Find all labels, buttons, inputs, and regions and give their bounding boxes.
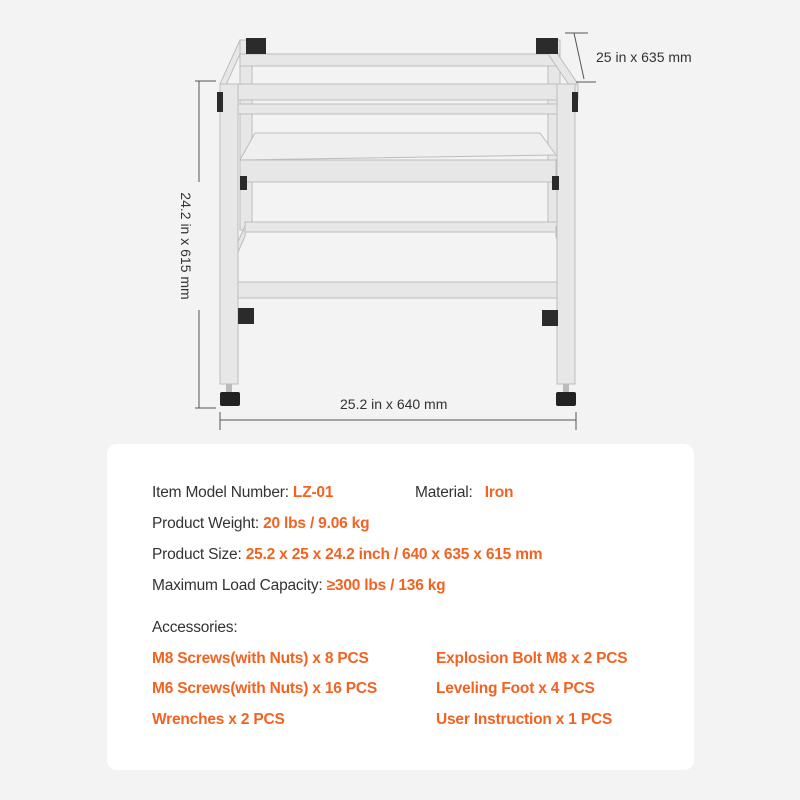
accessory-item: User Instruction x 1 PCS [436, 711, 613, 728]
accessories-title: Accessories: [152, 619, 238, 636]
accessory-item: Wrenches x 2 PCS [152, 711, 285, 728]
load-value: ≥300 lbs / 136 kg [326, 577, 446, 594]
load-label: Maximum Load Capacity: [152, 577, 323, 594]
depth-dimension-label: 25 in x 635 mm [596, 49, 692, 65]
weight-value: 20 lbs / 9.06 kg [263, 515, 370, 532]
size-label: Product Size: [152, 546, 242, 563]
height-dimension-label: 24.2 in x 615 mm [178, 192, 194, 300]
model-value: LZ-01 [292, 484, 334, 501]
size-row [152, 546, 542, 564]
washer-stand-frame [220, 40, 578, 384]
model-label: Item Model Number: [152, 484, 289, 501]
material-row [415, 484, 513, 502]
accessory-item: Leveling Foot x 4 PCS [436, 680, 595, 697]
accessory-item: Explosion Bolt M8 x 2 PCS [436, 650, 628, 667]
size-value: 25.2 x 25 x 24.2 inch / 640 x 635 x 615 mm [245, 546, 543, 563]
load-row [152, 577, 445, 595]
material-value: Iron [484, 484, 514, 501]
weight-row [152, 515, 369, 533]
accessory-item: M6 Screws(with Nuts) x 16 PCS [152, 680, 378, 697]
accessory-item: M8 Screws(with Nuts) x 8 PCS [152, 650, 369, 667]
width-dimension-label: 25.2 in x 640 mm [340, 396, 448, 412]
weight-label: Product Weight: [152, 515, 259, 532]
spec-card [107, 444, 694, 770]
model-row [152, 484, 333, 502]
material-label: Material: [415, 484, 473, 501]
